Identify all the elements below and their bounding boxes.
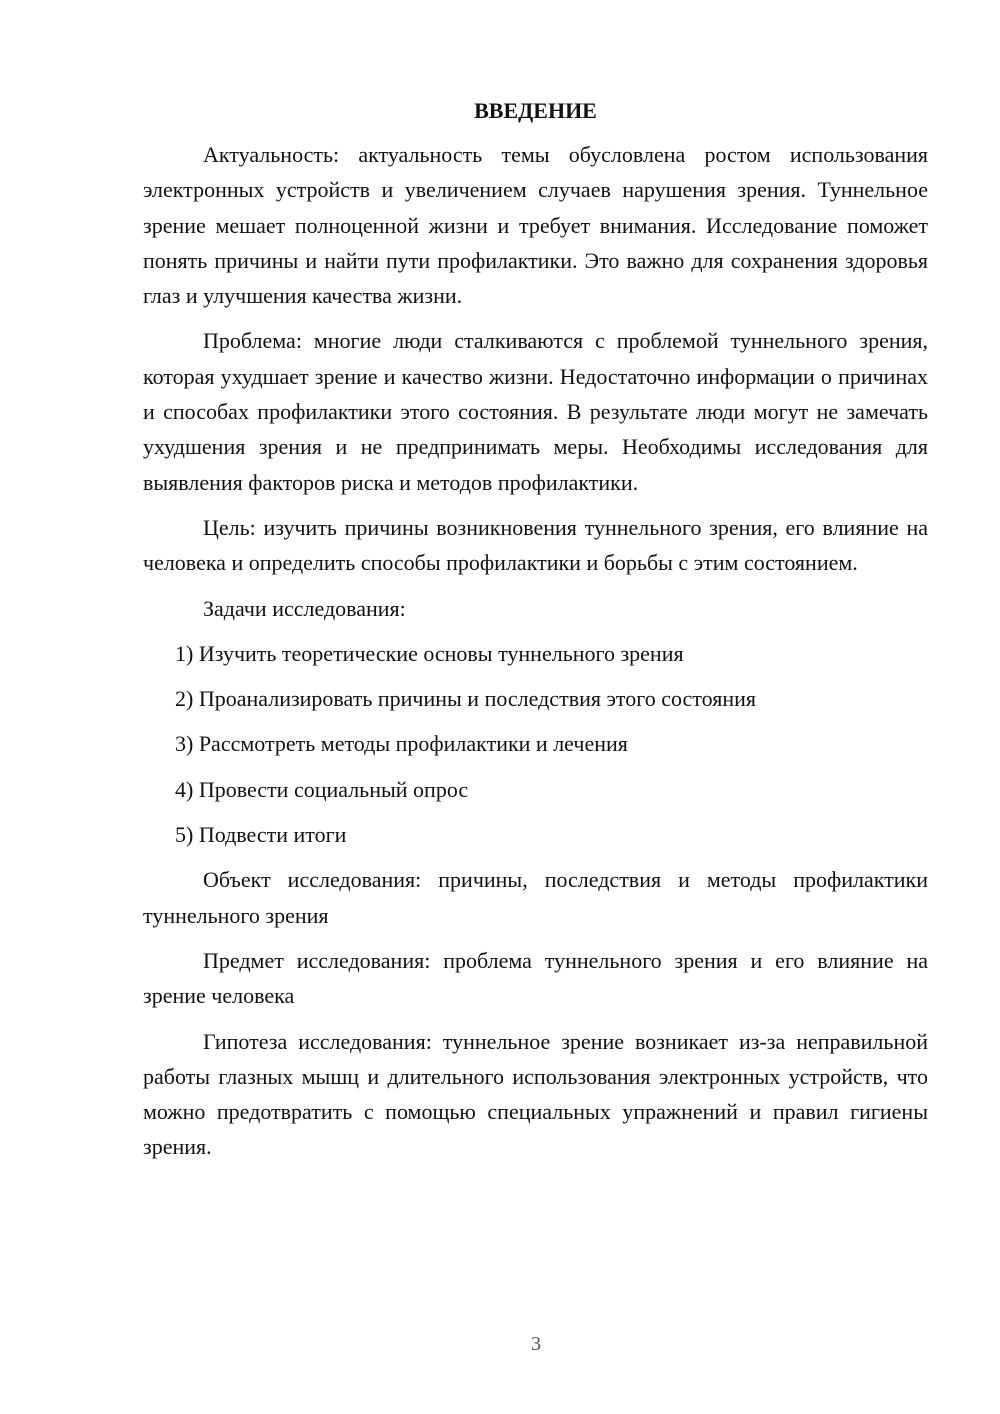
page-number: 3 <box>531 1333 541 1355</box>
paragraph-subject: Предмет исследования: проблема туннельного зрения и его влияние на зрение человека <box>143 947 928 1009</box>
paragraph-relevance: Актуальность: актуальность темы обусловлена ростом использования электронных устройств и увеличением случаев нарушения зрения. Туннельное зрение мешает полноценной жизни и требует внимания. Исследование поможет понять причины и найти пути профилактики. Это важно для сохранения здоровья глаз и улучшения качества жизни. <box>143 142 928 309</box>
section-title: ВВЕДЕНИЕ <box>474 98 597 123</box>
tasks-list <box>143 636 928 852</box>
tasks-heading: Задачи исследования: <box>203 595 406 621</box>
list-item: 1) Изучить теоретические основы туннельного зрения <box>175 640 684 666</box>
list-item: 3) Рассмотреть методы профилактики и лечения <box>175 731 628 757</box>
paragraph-object: Объект исследования: причины, последствия и методы профилактики туннельного зрения <box>143 867 928 928</box>
paragraph-hypothesis: Гипотеза исследования: туннельное зрение возникает из-за неправильной работы глазных мышц и длительного использования электронных устройств, что можно предотвратить с помощью специальных упражнений и правил гигиены зрения. <box>143 1028 928 1160</box>
document-page <box>143 95 928 1175</box>
paragraph-problem: Проблема: многие люди сталкиваются с проблемой туннельного зрения, которая ухудшает зрение и качество жизни. Недостаточно информации о причинах и способах профилактики этого состояния. В результате люди могут не замечать ухудшения зрения и не предпринимать меры. Необходимы исследования для выявления факторов риска и методов профилактики. <box>143 328 928 495</box>
list-item: 5) Подвести итоги <box>175 822 347 848</box>
list-item: 2) Проанализировать причины и последствия этого состояния <box>175 686 756 712</box>
paragraph-goal: Цель: изучить причины возникновения туннельного зрения, его влияние на человека и определить способы профилактики и борьбы с этим состоянием. <box>143 514 928 576</box>
list-item: 4) Провести социальный опрос <box>175 776 469 802</box>
